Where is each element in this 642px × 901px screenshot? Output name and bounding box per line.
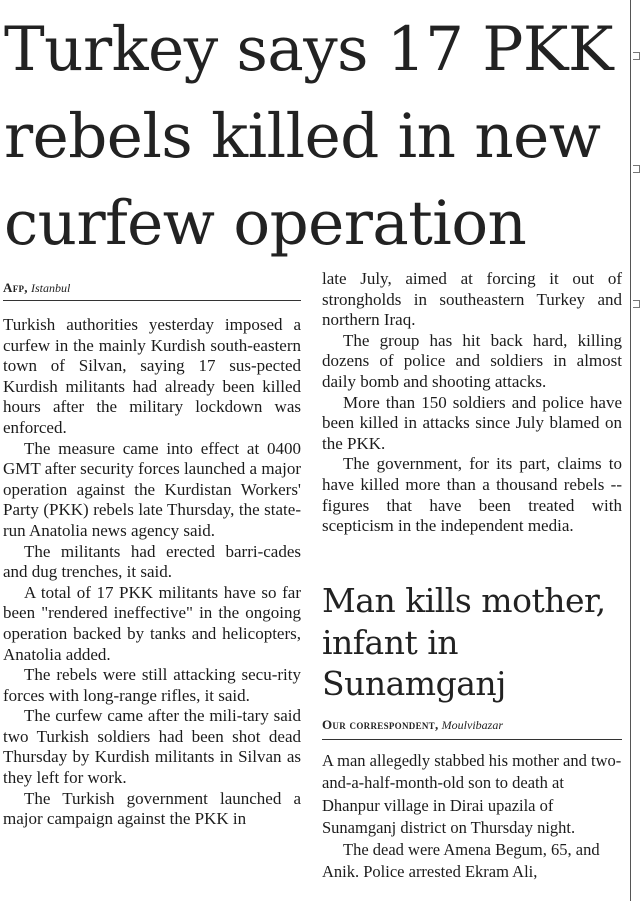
- byline-place: Istanbul: [30, 281, 71, 295]
- margin-mark: [633, 300, 640, 308]
- headline: Turkey says 17 PKK rebels killed in new curfew operation: [4, 14, 614, 259]
- byline-rule: [322, 739, 622, 740]
- paragraph: The measure came into effect at 0400 GMT after security forces launched a major operation against the Kurdistan Workers' Party (PKK) rebels late Thursday, the state-run Anatolia news agency said.: [3, 438, 302, 540]
- paragraph: late July, aimed at forcing it out of strongholds in southeastern Turkey and northern Iraq.: [322, 269, 622, 330]
- byline-place: Moulvibazar: [441, 718, 503, 732]
- column-divider: [630, 0, 631, 901]
- paragraph: The group has hit back hard, killing dozens of police and soldiers in almost daily bomb and shooting attacks.: [322, 330, 622, 391]
- paragraph: A man allegedly stabbed his mother and two-and-a-half-month-old son to death at Dhanpur village in Dirai upazila of Sunamganj district on Thursday night.: [322, 751, 622, 837]
- story2-column: [322, 750, 622, 884]
- margin-mark: [633, 52, 640, 60]
- paragraph: The government, for its part, claims to have killed more than a thousand rebels -- figures that have been treated with scepticism in the independent media.: [322, 454, 622, 536]
- byline-agency: Our correspondent,: [322, 717, 439, 732]
- paragraph: The rebels were still attacking secu-rity forces with long-range rifles, it said.: [3, 665, 301, 705]
- paragraph: The militants had erected barri-cades and dug trenches, it said.: [3, 541, 301, 582]
- story2-byline: [322, 717, 503, 733]
- margin-mark: [633, 165, 640, 173]
- paragraph: The curfew came after the mili-tary said two Turkish soldiers had been shot dead Thursday by Kurdish militants in Silvan as they left for work.: [3, 706, 301, 788]
- paragraph: The Turkish government launched a major campaign against the PKK in: [3, 788, 301, 829]
- paragraph: A total of 17 PKK militants have so far been "rendered ineffective" in the ongoing operation backed by tanks and helicopters, Anatolia added.: [3, 582, 301, 664]
- story-column-1: [3, 315, 301, 830]
- byline-agency: Afp,: [3, 280, 28, 295]
- byline: [3, 280, 70, 296]
- story-column-2: [322, 269, 622, 537]
- paragraph: Turkish authorities yesterday imposed a curfew in the mainly Kurdish south-eastern town of Silvan, saying 17 sus-pected Kurdish militants had already been killed hours after the military lockdown was enforced.: [3, 315, 301, 437]
- paragraph: More than 150 soldiers and police have been killed in attacks since July blamed on the PKK.: [322, 392, 622, 453]
- byline-rule: [3, 300, 301, 301]
- story2-headline: Man kills mother, infant in Sunamganj: [322, 581, 606, 703]
- paragraph: The dead were Amena Begum, 65, and Anik. Police arrested Ekram Ali,: [322, 840, 600, 882]
